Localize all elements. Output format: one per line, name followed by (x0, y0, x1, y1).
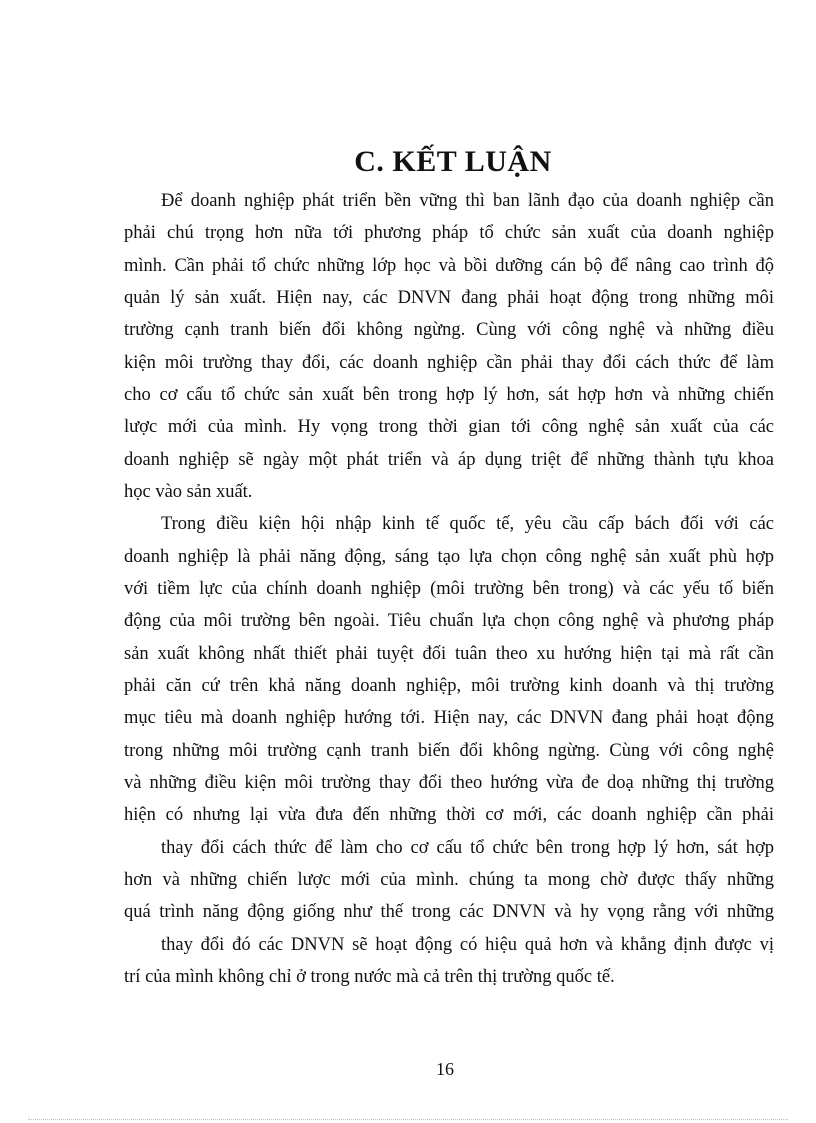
text-line: cho cơ cấu tổ chức sản xuất bên trong hợp lý hơn, sát hợp hơn và những chiến (124, 385, 774, 405)
text-line: mình. Cần phải tổ chức những lớp học và bồi dưỡng cán bộ để nâng cao trình độ (124, 256, 774, 276)
section-title: C. KẾT LUẬN (354, 145, 552, 178)
text-line: thay đổi cách thức để làm cho cơ cấu tổ chức bên trong hợp lý hơn, sát hợp (161, 838, 774, 858)
text-line: Trong điều kiện hội nhập kinh tế quốc tế, yêu cầu cấp bách đối với các (161, 514, 774, 534)
text-line: quá trình năng động giống như thế trong các DNVN và hy vọng rằng với những (124, 902, 774, 922)
text-line: và những điều kiện môi trường thay đổi theo hướng vừa đe doạ những thị trường (124, 773, 774, 793)
text-line: sản xuất không nhất thiết phải tuyệt đối tuân theo xu hướng hiện tại mà rất cần (124, 644, 774, 664)
text-line: kiện môi trường thay đổi, các doanh nghiệp cần phải thay đổi cách thức để làm (124, 353, 774, 373)
text-line: phải căn cứ trên khả năng doanh nghiệp, môi trường kinh doanh và thị trường (124, 676, 774, 696)
text-line: trí của mình không chỉ ở trong nước mà cả trên thị trường quốc tế. (124, 967, 615, 987)
text-line: hơn và những chiến lược mới của mình. chúng ta mong chờ được thấy những (124, 870, 774, 890)
text-line: với tiềm lực của chính doanh nghiệp (môi trường bên trong) và các yếu tố biến (124, 579, 774, 599)
text-line: trường cạnh tranh biến đổi không ngừng. Cùng với công nghệ và những điều (124, 320, 774, 340)
text-line: động của môi trường bên ngoài. Tiêu chuẩn lựa chọn công nghệ và phương pháp (124, 611, 774, 631)
text-line: quản lý sản xuất. Hiện nay, các DNVN đang phải hoạt động trong những môi (124, 288, 774, 308)
text-line: hiện có nhưng lại vừa đưa đến những thời cơ mới, các doanh nghiệp cần phải (124, 805, 774, 825)
text-line: học vào sản xuất. (124, 482, 253, 502)
page-number: 16 (436, 1059, 454, 1079)
text-line: lược mới của mình. Hy vọng trong thời gian tới công nghệ sản xuất của các (124, 417, 774, 437)
footer-divider (28, 1119, 788, 1120)
text-line: mục tiêu mà doanh nghiệp hướng tới. Hiện nay, các DNVN đang phải hoạt động (124, 708, 774, 728)
text-line: thay đổi đó các DNVN sẽ hoạt động có hiệu quả hơn và khẳng định được vị (161, 935, 774, 955)
text-line: Để doanh nghiệp phát triển bền vững thì ban lãnh đạo của doanh nghiệp cần (161, 191, 774, 211)
text-line: doanh nghiệp sẽ ngày một phát triển và áp dụng triệt để những thành tựu khoa (124, 450, 774, 470)
text-line: trong những môi trường cạnh tranh biến đổi không ngừng. Cùng với công nghệ (124, 741, 774, 761)
text-line: phải chú trọng hơn nữa tới phương pháp tổ chức sản xuất của doanh nghiệp (124, 223, 774, 243)
text-line: doanh nghiệp là phải năng động, sáng tạo lựa chọn công nghệ sản xuất phù hợp (124, 547, 774, 567)
